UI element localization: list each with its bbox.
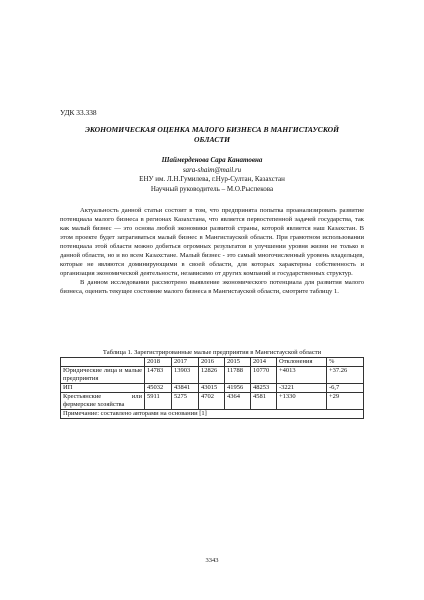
table-row — [61, 393, 364, 410]
table-cell: +37.26 — [327, 367, 364, 384]
table-header-cell: 2017 — [172, 358, 199, 367]
table-row-label: Юридические лица и малые предприятия — [61, 367, 145, 384]
table-row-label: ИП — [61, 384, 145, 393]
table-cell: 41956 — [225, 384, 251, 393]
table-row-label: Крестьянские или фермерские хозяйства — [61, 393, 145, 410]
article-title — [60, 125, 364, 145]
table-header-cell: 2014 — [251, 358, 277, 367]
page-number: 3343 — [205, 557, 219, 564]
article-title-line-2: ОБЛАСТИ — [193, 135, 230, 144]
table-cell: 4364 — [225, 393, 251, 410]
table-caption: Таблица 1. Зарегистрированные малые предприятия в Мангистауской области — [102, 349, 322, 356]
table-header-cell: 2015 — [225, 358, 251, 367]
table-header-cell: 2018 — [145, 358, 172, 367]
table-header-cell: 2016 — [199, 358, 225, 367]
table-header-cell: Отклонения — [277, 358, 327, 367]
table-header-row — [61, 358, 364, 367]
author-name: Шаймерденова Сара Канатовна — [161, 156, 263, 164]
table-note-row — [61, 410, 364, 419]
table-cell: 45032 — [145, 384, 172, 393]
table-header-cell: % — [327, 358, 364, 367]
table-cell: 10770 — [251, 367, 277, 384]
table-row — [61, 367, 364, 384]
author-block — [60, 156, 364, 195]
article-body — [60, 207, 364, 297]
table-cell: -6,7 — [327, 384, 364, 393]
table-cell: +1330 — [277, 393, 327, 410]
table-cell: 4702 — [199, 393, 225, 410]
table-cell: 13903 — [172, 367, 199, 384]
author-affiliation: ЕНУ им. Л.Н.Гумилева, г.Нур-Султан, Казахстан — [139, 175, 285, 184]
data-table — [60, 357, 364, 419]
table-cell: 43841 — [172, 384, 199, 393]
table-row — [61, 384, 364, 393]
udk-code: УДК 33.338 — [60, 108, 97, 117]
table-cell: 14783 — [145, 367, 172, 384]
table-note: Примечание: составлено авторами на основании [1] — [61, 410, 364, 419]
body-paragraph-1: Актуальность данной статьи состоит в том, что предпринята попытка проанализировать развитие потенциала малого бизнеса в регионах Казахстана, что является первостепенной задачей государства, так как малый бизнес — это основа любой экономики развитой страны, которой является наш Казахстан. В этом проекте будет затрагиваться малый бизнес в Мангистауской области. При грамотном использовании потенциала этой области можно добиться огромных результатов в улучшении уровня жизни не только в данной области, но и во всем Казахстане. Малый бизнес - это самый многочисленный уровень владельцев, которые не являются доминирующими в своей области, для которых характерны собственность и организация экономической деятельности, независимо от других компаний и государственных структур. — [60, 207, 364, 277]
author-email: sara-shaim@mail.ru — [182, 165, 242, 174]
article-title-line-1: ЭКОНОМИЧЕСКАЯ ОЦЕНКА МАЛОГО БИЗНЕСА В МАНГИСТАУСКОЙ — [84, 125, 340, 134]
table-cell: +29 — [327, 393, 364, 410]
table-cell: 43015 — [199, 384, 225, 393]
table-cell: 5275 — [172, 393, 199, 410]
table-cell: 12826 — [199, 367, 225, 384]
table-cell: -3221 — [277, 384, 327, 393]
table-cell: 11788 — [225, 367, 251, 384]
table-cell: 4581 — [251, 393, 277, 410]
table-cell: 5911 — [145, 393, 172, 410]
body-paragraph-2: В данном исследовании рассмотрено выявление экономического потенциала для развития малого бизнеса, оценить текущее состояние малого бизнеса в Мангистауской области, смотрите таблицу 1. — [60, 278, 364, 295]
table-header-cell — [61, 358, 145, 367]
table-cell: +4013 — [277, 367, 327, 384]
table-cell: 48253 — [251, 384, 277, 393]
scientific-supervisor: Научный руководитель – М.О.Рыспекова — [150, 185, 274, 194]
